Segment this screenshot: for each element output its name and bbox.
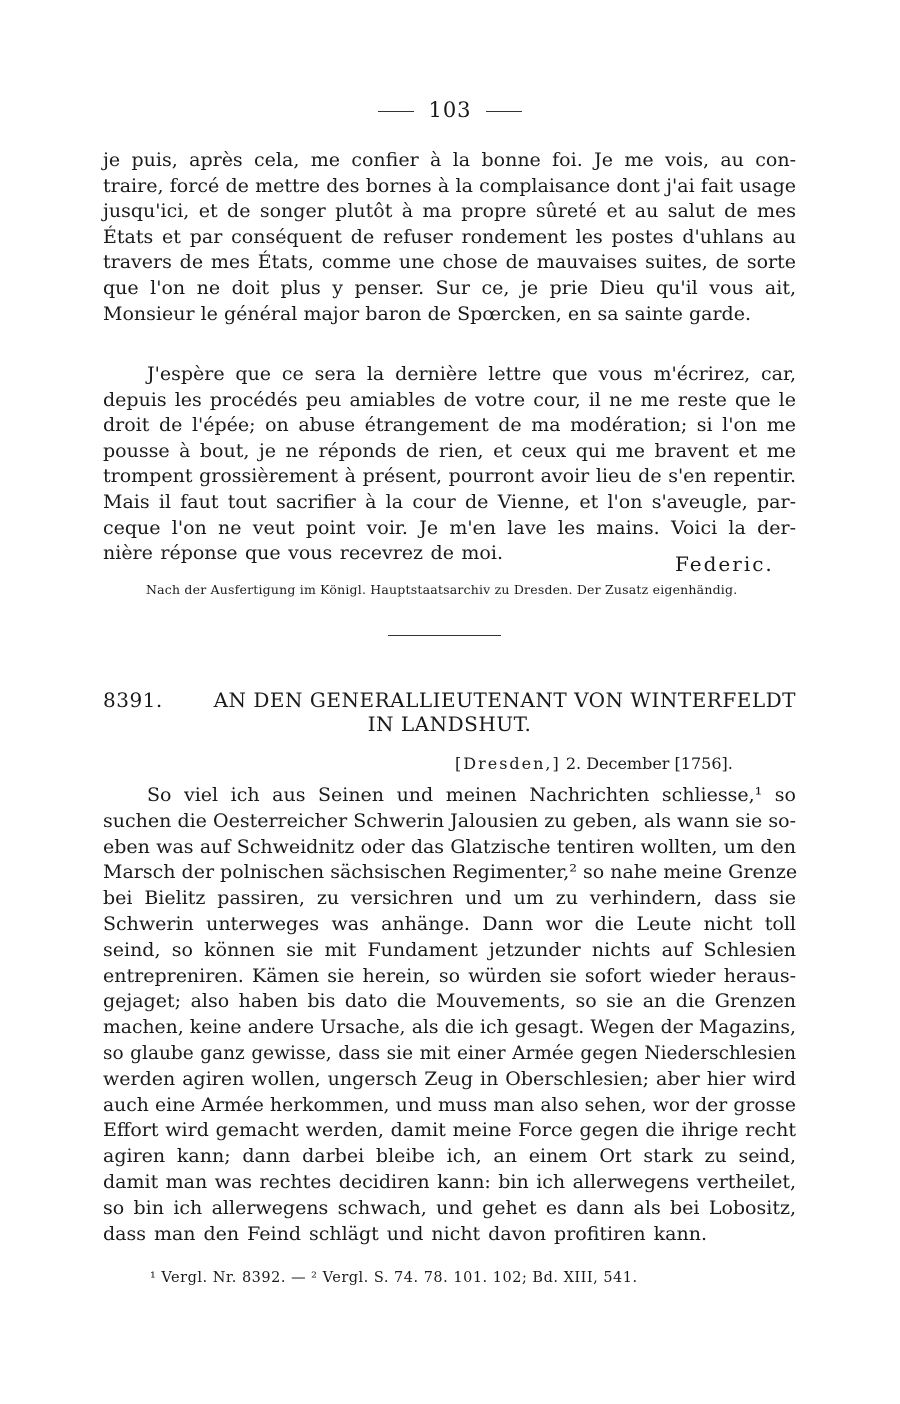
text-line: je puis, après cela, me confier à la bonne foi. Je me vois, au con-: [103, 149, 796, 171]
letter-1-paragraph-1: [103, 148, 796, 327]
text-line: machen, keine andere Ursache, als die ich gesagt. Wegen der Magazins,: [103, 1017, 796, 1039]
text-line: Effort wird gemacht werden, damit meine Force gegen die ihrige recht: [103, 1119, 796, 1142]
page-number: 103: [428, 98, 472, 122]
source-note: Nach der Ausfertigung im Königl. Hauptstaatsarchiv zu Dresden. Der Zusatz eigenhändig.: [146, 582, 738, 597]
text-line: Marsch der polnischen sächsischen Regimenter,² so nahe meine Grenze: [103, 861, 798, 884]
letter-2-paragraph: [103, 783, 796, 1247]
letter-1-paragraph-2: [103, 362, 796, 567]
text-line: Monsieur le général major baron de Spœrcken, en sa sainte garde.: [103, 302, 751, 325]
text-line: entrepreniren. Kämen sie herein, so würden sie sofort wieder heraus-: [103, 964, 796, 987]
text-line: jusqu'ici, et de songer plutôt à ma propre sûreté et au salut de mes: [103, 200, 796, 223]
header-dash-right: [486, 111, 522, 112]
text-line: so bin ich allerwegens schwach, und gehet es dann als bei Lobositz,: [103, 1196, 796, 1219]
text-line: Schwerin unterweges was anhänge. Dann wor die Leute nicht toll: [103, 912, 796, 935]
text-line: J'espère que ce sera la dernière lettre que vous m'écrirez, car,: [147, 363, 796, 385]
dateline: [455, 754, 733, 773]
date-text: 2. December [1756].: [565, 754, 733, 773]
letter-title-line-1: AN DEN GENERALLIEUTENANT VON WINTERFELDT: [213, 688, 796, 712]
text-line: suchen die Oesterreicher Schwerin Jalousien zu geben, als wann sie so-: [103, 809, 796, 832]
footnotes: ¹ Vergl. Nr. 8392. — ² Vergl. S. 74. 78. 101. 102; Bd. XIII, 541.: [150, 1270, 638, 1286]
text-line: dass man den Feind schlägt und nicht davon profitiren kann.: [103, 1222, 707, 1245]
text-line: nière réponse que vous recevrez de moi.: [103, 542, 503, 565]
letter-title-line-2: IN LANDSHUT.: [367, 712, 532, 736]
text-line: Mais il faut tout sacrifier à la cour de Vienne, et l'on s'aveugle, par-: [103, 490, 796, 513]
text-line: traire, forcé de mettre des bornes à la complaisance dont j'ai fait usage: [103, 174, 796, 197]
section-divider: [388, 635, 501, 636]
text-line: bei Bielitz passiren, zu versichren und um zu verhindern, dass sie: [103, 887, 796, 910]
text-line: eben was auf Schweidnitz oder das Glatzische tentiren wollten, um den: [103, 835, 796, 858]
letter-number: 8391.: [103, 688, 163, 712]
text-line: damit man was rechtes decidiren kann: bin ich allerwegens vertheilet,: [103, 1170, 796, 1193]
text-line: werden agiren wollen, ungersch Zeug in Oberschlesien; aber hier wird: [103, 1067, 796, 1090]
text-line: ceque l'on ne veut point voir. Je m'en lave les mains. Voici la der-: [103, 516, 796, 539]
text-line: auch eine Armée herkommen, und muss man also sehen, wor der grosse: [103, 1094, 796, 1116]
text-line: agiren kann; dann darbei bleibe ich, an einem Ort stark zu seind,: [103, 1145, 796, 1168]
text-line: seind, so können sie mit Fundament jetzunder nichts auf Schlesien: [103, 938, 796, 961]
header-dash-left: [378, 111, 414, 112]
text-line: travers de mes États, comme une chose de mauvaises suites, de sorte: [103, 251, 796, 274]
text-line: So viel ich aus Seinen und meinen Nachrichten schliesse,¹ so: [147, 784, 796, 806]
text-line: depuis les procédés peu amiables de votre cour, il ne me reste que le: [103, 388, 796, 411]
text-line: gejaget; also haben bis dato die Mouvements, so sie an die Grenzen: [103, 990, 796, 1013]
text-line: pousse à bout, je ne réponds de rien, et ceux qui me bravent et me: [103, 439, 796, 462]
page-header: [0, 98, 900, 122]
signature: Federic.: [675, 552, 774, 576]
text-line: trompent grossièrement à présent, pourront avoir lieu de s'en repentir.: [103, 465, 796, 488]
text-line: droit de l'épée; on abuse étrangement de ma modération; si l'on me: [103, 414, 796, 437]
text-line: États et par conséquent de refuser rondement les postes d'uhlans au: [103, 225, 796, 248]
text-line: que l'on ne doit plus y penser. Sur ce, je prie Dieu qu'il vous ait,: [103, 276, 796, 299]
text-line: so glaube ganz gewisse, dass sie mit einer Armée gegen Niederschlesien: [103, 1042, 796, 1064]
date-place: [Dresden,]: [455, 754, 561, 773]
letter-heading: [103, 688, 796, 712]
